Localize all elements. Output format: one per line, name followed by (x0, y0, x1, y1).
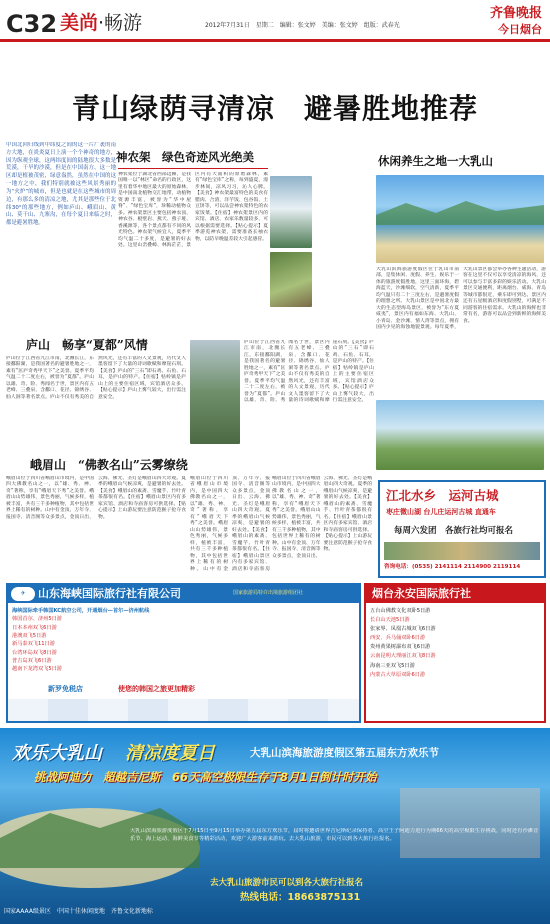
page-number: C32 (6, 10, 58, 38)
divider (118, 168, 268, 169)
ad-jiangbei-title: 江北水乡 运河古城 (386, 488, 499, 503)
beach-photo (376, 175, 544, 263)
section-name: 美尚 (60, 12, 99, 34)
article-title-dairushan: 休闲养生之地一大乳山 (378, 154, 493, 168)
ad-haixia-item: 日本本州双飞6日游 (12, 624, 57, 631)
ad-haixia-hotline: 使您的韩国之旅更加精彩 (118, 685, 195, 693)
ad-yongan-item: 五台山佛教文化双卧5日游 (370, 608, 431, 614)
banner-slogan-1: 欢乐大乳山 (12, 743, 102, 764)
ad-jiangbei-line2: 枣庄微山湖 台儿庄运河古城 直通车 (386, 508, 496, 516)
article-title-lushan: 庐山 畅享“夏都”风情 (26, 338, 148, 352)
intro-text: 中国北回归线到中纬度之间的这一片广袤的南方大地，在炎炎夏日上演一个个神奇的地方，因为纵观全球，这两纬度间的陆地很大多数是荒漠，干旱的沙漠，但是在中国南方，这一地区却是植被茂密，绿意盎然，虽然在中国的这一地方之中，我们特别就被这些风景秀丽的为“火炉”的城市，但是也就是在这些城市的周边，有那么多的清凉之地，尤其是那些位于北纬30°的那些地方，例如庐山、峨眉山、黄山、莫干山、九寨沟，在每个夏日来临之时，都是避暑胜地。 (6, 142, 116, 227)
brand-sub: 今日烟台 (498, 23, 542, 36)
ad-haixia-item: 新马泰双飞11日游 (12, 641, 55, 648)
ad-haixia-list (12, 607, 357, 674)
forest-photo (270, 252, 312, 307)
landscape-photo (376, 400, 544, 470)
ad-haixia-item: 台湾环岛双飞8日游 (12, 649, 57, 656)
banner-slogan-2: 清凉度夏日 (125, 743, 215, 764)
banner-title: 大乳山滨海旅游度假区第五届东方欢乐节 (250, 747, 439, 759)
coast-illustration (376, 175, 544, 263)
page-headline: 青山绿荫寻清凉 避暑胜地推荐 (71, 92, 478, 125)
ad-haixia-item: 港澳双飞5日游 (12, 632, 47, 639)
article-title-shennongjia: 神农架 绿色奇迹风光绝美 (116, 150, 254, 164)
article-body-emeishan-3: 峨眉山位于四川省峨眉山市境内，是中国四大佛教名山之一，以“雄、秀、神、奇”著称，享有“峨眉天下秀”之美誉。峨眉山山势雄伟，景色秀丽，气候多样，植被丰富，共有三千多种植物，其中包括世界上稀有的树种。山中有金顶、万年寺、报国寺、清音阁等众多景点，金顶日出、云海、佛光、圣灯是峨眉山四大奇观。夏季的峨眉山气候凉爽，是避暑的好去处。【美食】峨眉山的素斋、雪魔芋、竹叶青茶都很有名。【住宿】峨眉山景区内有多家宾馆、酒店和寺庙客房可供选择。【贴心提示】上山游玩要注意防范猴子抢夺食物。 (272, 476, 372, 559)
ad-haixia-item: 海峡国际牵手韩国KC航空公司，开通烟台—首尔—济州航线 (12, 608, 150, 614)
ad-haixia-travel (6, 583, 361, 723)
ad-jiangbei-photo (384, 542, 540, 560)
ad-haixia-footer-bar (8, 699, 359, 721)
ad-yongan-company: 烟台永安国际旅行社 (372, 587, 471, 600)
lushan-photo (190, 340, 240, 444)
date-line: 2012年7月31日 星期二 编辑：张文婷 美编：张文婷 组版：武春光 (205, 22, 400, 29)
ad-yongan-list (370, 607, 542, 680)
ad-yongan-item: 西安、兵马俑双卧6日游 (370, 635, 426, 642)
banner-dairushan (0, 728, 550, 924)
article-body-emeishan-2: 峨眉山位于四川省峨眉山市境内，是中国四大佛教名山之一，以“雄、秀、神、奇”著称，享有“峨眉天下秀”之美誉。峨眉山山势雄伟，景色秀丽，气候多样，植被丰富，共有三千多种植物，其中包括世界上稀有的树种。山中有金顶、万年寺、报国寺、清音阁等众多景点，金顶日出、云海、佛光、圣灯是峨眉山四大奇观。夏季的峨眉山气候凉爽，是避暑的好去处。【美食】峨眉山的素斋、雪魔芋、竹叶青茶都很有名。【住宿】峨眉山景区内有多家宾馆、酒店和寺庙客房 (190, 476, 270, 572)
ad-yongan-item: 贵州黄果树瀑布双飞6日游 (370, 644, 431, 651)
ad-jiangbei-line3: 每周六发团 各旅行社均可报名 (394, 526, 514, 536)
article-body-emeishan: 峨眉山位于四川省峨眉山市境内，是中国四大佛教名山之一，以“雄、秀、神、奇”著称，享有“峨眉天下秀”之美誉。峨眉山山势雄伟，景色秀丽，气候多样，植被丰富，共有三千多种植物，其中包括世界上稀有的树种。山中有金顶、万年寺、报国寺、清音阁等众多景点，金顶日出、云海、佛光、圣灯是峨眉山四大奇观。夏季的峨眉山气候凉爽，是避暑的好去处。【美食】峨眉山的素斋、雪魔芋、竹叶青茶都很有名。【住宿】峨眉山景区内有多家宾馆、酒店和寺庙客房可供选择。【贴心提示】上山游玩要注意防范猴子抢夺食物。 (6, 476, 186, 520)
article-body-lushan: 庐山位于江西省九江市南，北濒长江，东接鄱阳湖，是我国著名的避暑胜地之一，素有“匡庐奇秀甲天下”之美誉。夏季平均气温二十二度左右，被誉为“夏都”。庐山以雄、奇、险、秀闻名于世，景区内有五老峰、三叠泉、含鄱口、花径、锦绣谷、仙人洞等著名景点。庐山不仅有秀美的自然风光，还有丰富的人文景观，历代文人墨客留下了大量的诗词歌赋和摩崖石刻。【美食】庐山的“三石”即石鸡、石鱼、石耳，是庐山的特产。【住宿】牯岭镇是庐山上的主要住宿区域，宾馆酒店众多。【贴心提示】庐山上雾气较大，出行需注意安全。 (6, 356, 186, 400)
banner-footer: 国家AAAA级景区 中国十佳休闲度地 齐鲁文化新地标 (4, 908, 153, 915)
ad-yongan-item: 云南昆明大理丽江双飞8日游 (370, 653, 436, 660)
ad-haixia-company: 山东海峡国际旅行社有限公司 (38, 587, 181, 600)
section-sub: ·畅游 (98, 12, 143, 34)
banner-cta: 去大乳山旅游市民可以到各大旅行社报名 (210, 878, 364, 888)
article-body-lushan-2: 庐山位于江西省九江市南，北濒长江，东接鄱阳湖，是我国著名的避暑胜地之一，素有“匡庐奇秀甲天下”之美誉。夏季平均气温二十二度左右，被誉为“夏都”。庐山以雄、奇、险、秀闻名于世，景区内有五老峰、三叠泉、含鄱口、花径、锦绣谷、仙人洞等著名景点。庐山不仅有秀美的自然风光，还有丰富的人文景观，历代文人墨客留下了大量的诗词歌赋和摩崖石刻。【美食】庐山的“三石”即石鸡、石鱼、石耳，是庐山的特产。【住宿】牯岭镇是庐山上的主要住宿区域，宾馆酒店众多。【贴心提示】庐山上雾气较大，出行需注意安全。 (244, 340, 374, 404)
ad-yongan-item: 内蒙古大草原双卧6日游 (370, 671, 426, 678)
banner-body: 大乳山滨海旅游度假区于7月15日至9月15日举办第五届东方欢乐节，届时将邀请世界吉尼斯纪录保持者、高空王子阿迪力进行为期66天的高空极限生存挑战，同时还有沙滩音乐节、海上运动、海鲜美食节等精彩活动，欢迎广大游客前来游玩。去大乳山旅游，市民可以到各大旅行社报名。 (130, 828, 539, 842)
ad-haixia-item: 韩国首尔、济州5日游 (12, 616, 62, 623)
ad-haixia-branch: 新罗免税店 (48, 685, 83, 693)
section-title (60, 11, 142, 37)
ad-haixia-item: 越南下龙湾双飞5日游 (12, 666, 62, 673)
brand-logo: 齐鲁晚报 (489, 6, 542, 21)
ad-jiangbei-phone: 咨询电话：(0535) 2141114 2114900 2119114 (384, 564, 521, 570)
banner-hotline: 热线电话：18663875131 (240, 892, 361, 903)
article-body-shennongjia: 神农架位于湖北省西部边陲，是我国唯一以“林区”命名的行政区，这里有着华中地区最大的原始森林，是中国南北植物交汇地带，动植物资源丰富，被誉为“华中屋脊”、“绿色宝库”，珍稀动植物众多。神农架景区主要包括神农顶、神农谷、板壁岩、燕天、燕子垭、香溪源等，各个景点都有不同的风光特色。神农架气候宜人，夏季平均气温二十多度，是避暑的好去处。这里山峦叠嶂、林海茫茫，景区内有大面积的原始森林，素有“绿色宝库”之称，每到盛夏，漫步林间，凉风习习，沁人心脾。【美食】神农架最富特色的美食有腊肉、合渣、洋芋饭、包谷饭、土豆饼等，可以品尝神农架特色的农家饭菜。【住宿】神农架景区内的宾馆、酒店、农家乐数量较多，可以根据需要选择。【贴心提示】夏季游览神农架，需要准备长袖衣物，以防早晚温差较大引起感冒。 (118, 172, 268, 249)
article-title-emeishan: 峨眉山 “佛教名山”云雾缭绕 (30, 458, 188, 472)
ad-haixia-logo-icon: ✈ (11, 587, 35, 601)
ad-haixia-tag: 国家旅游局特许出境旅游组团社 (233, 590, 304, 596)
article-body-dairushan: 大乳山滨海旅游度假区位于乳山市南部，是集休闲、度假、养生、娱乐于一体的旅游度假胜地，这里三面环海，碧海蓝天，沙滩细软，空气清新，夏季平均气温只有二十三度左右，是避暑度假的理想之所。大乳山景区是中国北方最大的生态型海岛景区，被誉为“东方夏威夷”，景区内有福如东海、大乳山、小青岛、金沙滩、情人湾等景点，拥有国内少见的海蚀地貌景观。每年夏季，大乳山景区都会举办各种主题活动，游客在这里不仅可以享受清凉的海风，还可以参与丰富多彩的娱乐活动。大乳山景区交通便利，距离烟台、威海、青岛等城市都很近，乘车即可到达。景区内还有五星级酒店和度假别墅，可满足不同游客的住宿需求。大乳山的海鲜也非常有名，游客可以品尝到新鲜的海鲜美食。 (376, 267, 546, 331)
banner-subtitle: 挑战阿迪力 超越吉尼斯 66天高空极限生存于8月1日倒计时开始 (34, 770, 377, 784)
ad-haixia-item: 普吉岛双飞6日游 (12, 657, 52, 664)
ad-yongan-item: 长白山天池5日游 (370, 617, 410, 624)
waterfall-photo (270, 176, 312, 248)
ad-yongan-item: 张家界、凤凰古城双飞6日游 (370, 626, 436, 633)
ad-yongan-item: 海南三亚双飞5日游 (370, 662, 415, 669)
ad-yongan-travel (364, 583, 546, 723)
ad-jiangbei-shuixiang (378, 480, 546, 578)
